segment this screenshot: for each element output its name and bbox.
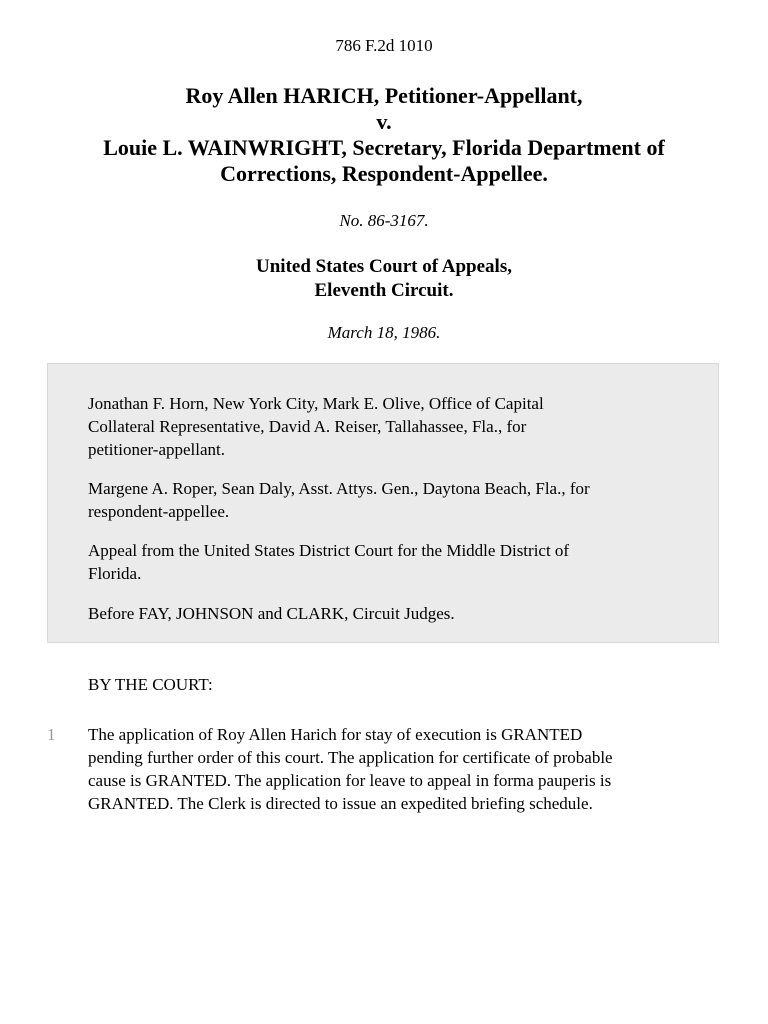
court-name-line-2: Eleventh Circuit. — [314, 280, 454, 301]
case-citation: 786 F.2d 1010 — [335, 36, 433, 55]
counsel-appellee — [88, 477, 688, 523]
petitioner-name: Roy Allen HARICH, Petitioner-Appellant, — [185, 83, 583, 108]
court-name — [0, 255, 768, 303]
decision-date: March 18, 1986. — [327, 323, 441, 342]
case-parties — [40, 83, 728, 187]
counsel-appellant-line: petitioner-appellant. — [88, 440, 226, 459]
opinion-heading: BY THE COURT: — [88, 675, 213, 694]
opinion-line: The application of Roy Allen Harich for stay of execution is GRANTED — [88, 725, 583, 744]
counsel-appellant-line: Jonathan F. Horn, New York City, Mark E. Olive, Office of Capital — [88, 394, 544, 413]
docket-number: No. 86-3167. — [339, 211, 429, 230]
appeal-origin-line: Appeal from the United States District Court for the Middle District of — [88, 541, 570, 560]
opinion-line: pending further order of this court. The application for certificate of probable — [88, 748, 613, 767]
counsel-appellant-line: Collateral Representative, David A. Reiser, Tallahassee, Fla., for — [88, 417, 527, 436]
court-name-line-1: United States Court of Appeals, — [256, 256, 512, 277]
counsel-appellee-line: respondent-appellee. — [88, 502, 230, 521]
appeal-origin — [88, 539, 688, 585]
appeal-origin-line: Florida. — [88, 564, 142, 583]
opinion-paragraph — [88, 723, 708, 815]
opinion-line: cause is GRANTED. The application for leave to appeal in forma pauperis is — [88, 771, 612, 790]
respondent-name-line-2: Corrections, Respondent-Appellee. — [220, 161, 548, 186]
syllabus-box — [47, 363, 719, 643]
respondent-name-line-1: Louie L. WAINWRIGHT, Secretary, Florida Department of — [103, 135, 665, 160]
panel-judges — [88, 602, 688, 625]
counsel-appellee-line: Margene A. Roper, Sean Daly, Asst. Attys. Gen., Daytona Beach, Fla., for — [88, 479, 590, 498]
paragraph-number: 1 — [47, 725, 56, 744]
panel-judges-line: Before FAY, JOHNSON and CLARK, Circuit Judges. — [88, 604, 455, 623]
opinion-line: GRANTED. The Clerk is directed to issue an expedited briefing schedule. — [88, 794, 593, 813]
versus-label: v. — [376, 109, 392, 134]
counsel-appellant — [88, 392, 688, 461]
